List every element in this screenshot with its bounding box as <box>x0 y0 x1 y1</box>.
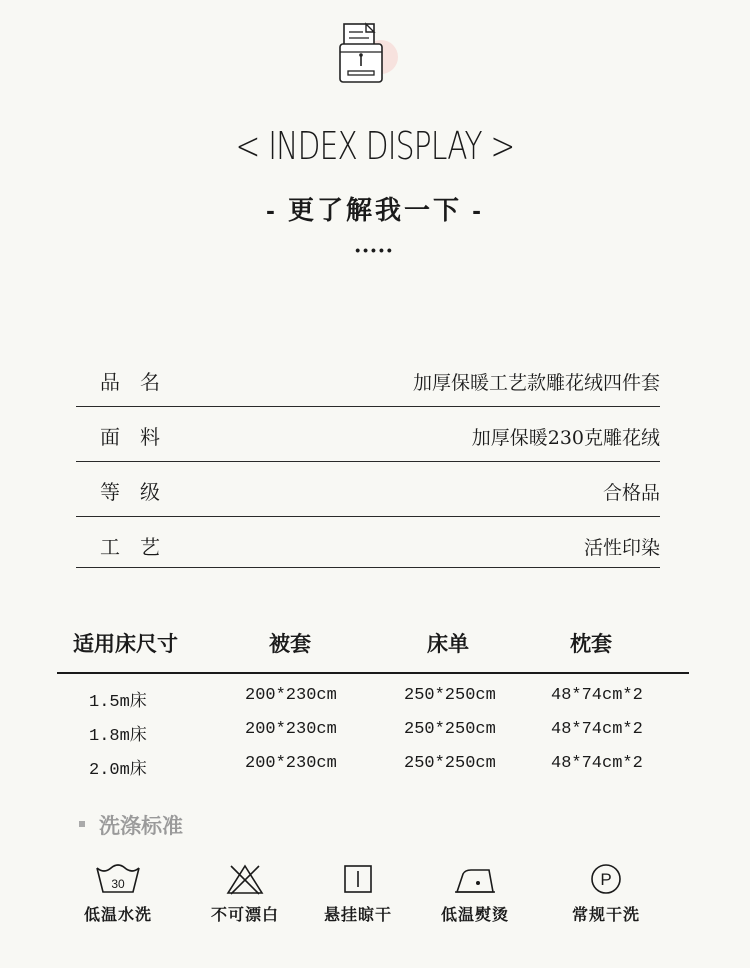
spec-label: 面料 <box>100 425 180 449</box>
care-item-iron <box>415 862 535 925</box>
care-label: 常规干洗 <box>571 905 640 924</box>
spec-row-grade <box>76 462 660 517</box>
spec-row-craft <box>76 517 660 568</box>
header-duvet-cover: 被套 <box>269 632 311 656</box>
table-cell: 250*250cm <box>404 720 496 739</box>
table-row <box>57 744 689 778</box>
wash-temp-text: 30 <box>111 877 125 891</box>
no-bleach-icon <box>225 862 265 896</box>
header-bed-size: 适用床尺寸 <box>73 632 178 656</box>
spec-label: 工艺 <box>100 535 180 559</box>
table-cell: 48*74cm*2 <box>551 754 643 773</box>
dry-clean-letter: P <box>600 870 612 889</box>
header-pillowcase: 枕套 <box>570 632 612 656</box>
care-title-text: 洗涤标准 <box>99 814 183 838</box>
table-cell: 1.8m床 <box>89 727 147 746</box>
wash-30-icon <box>93 862 143 896</box>
spec-row-name <box>76 352 660 407</box>
decorative-dots: ••••• <box>355 242 395 258</box>
spec-row-fabric <box>76 407 660 462</box>
care-label: 不可漂白 <box>210 905 279 924</box>
spec-value: 合格品 <box>602 482 660 504</box>
table-row <box>57 676 689 710</box>
header-bed-sheet: 床单 <box>427 632 469 656</box>
table-cell: 48*74cm*2 <box>551 720 643 739</box>
table-cell: 1.5m床 <box>89 693 147 712</box>
care-item-dry-clean <box>546 862 666 925</box>
page-subtitle-cn: - 更了解我一下 - <box>266 195 484 225</box>
spec-value: 加厚保暖230克雕花绒 <box>471 427 660 449</box>
table-cell: 2.0m床 <box>89 761 147 780</box>
care-item-bleach <box>185 862 305 925</box>
care-label: 悬挂晾干 <box>323 905 392 924</box>
table-cell: 200*230cm <box>245 686 337 705</box>
size-table <box>57 622 689 778</box>
table-cell: 200*230cm <box>245 720 337 739</box>
care-item-wash <box>58 862 178 925</box>
care-section-title <box>79 810 183 840</box>
table-row <box>57 710 689 744</box>
size-table-header <box>57 622 689 674</box>
bullet-icon <box>79 821 85 827</box>
product-spec-table <box>76 352 660 568</box>
table-cell: 200*230cm <box>245 754 337 773</box>
spec-label: 品名 <box>100 370 180 394</box>
care-item-hang-dry <box>298 862 418 925</box>
spec-label: 等级 <box>100 480 180 504</box>
table-cell: 250*250cm <box>404 754 496 773</box>
spec-value: 活性印染 <box>583 537 660 559</box>
spec-value: 加厚保暖工艺款雕花绒四件套 <box>412 372 660 394</box>
table-cell: 48*74cm*2 <box>551 686 643 705</box>
low-iron-icon <box>453 862 497 896</box>
hang-dry-icon <box>341 862 375 896</box>
table-cell: 250*250cm <box>404 686 496 705</box>
document-box-icon <box>336 18 398 88</box>
care-label: 低温水洗 <box>83 905 152 924</box>
page-title-en: < INDEX DISPLAY > <box>235 124 515 168</box>
dry-clean-p-icon <box>588 862 624 896</box>
care-label: 低温熨烫 <box>440 905 509 924</box>
